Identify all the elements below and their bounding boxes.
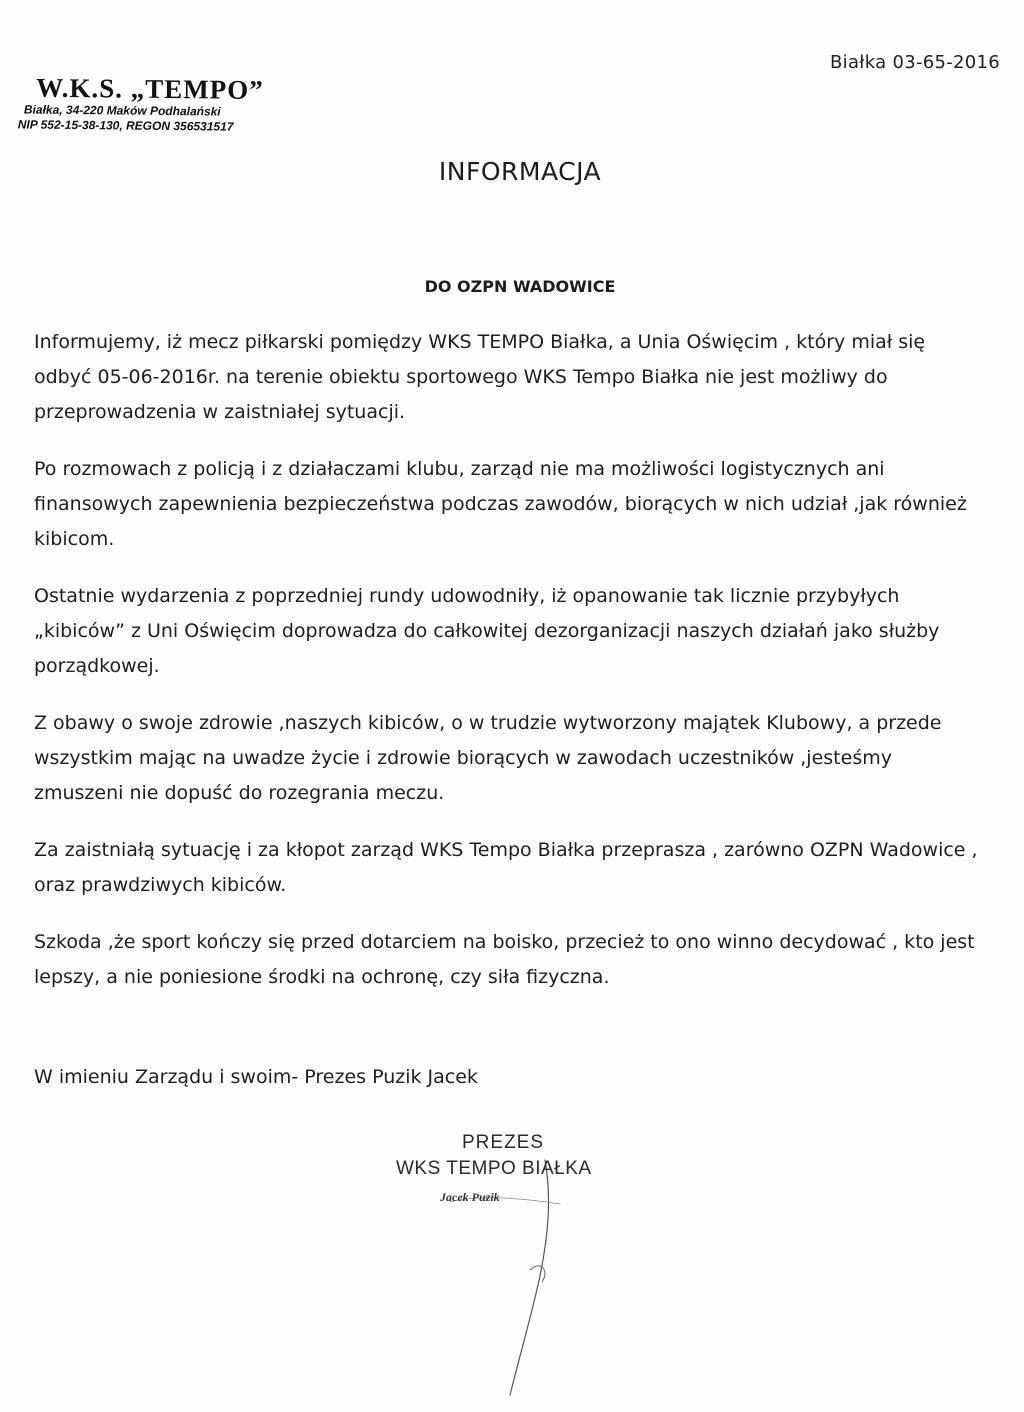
- paragraph: Z obawy o swoje zdrowie ,naszych kibiców, o w trudzie wytworzony majątek Klubowy, a przede wszystkim mając na uwadze życie i zdrowie biorących w zawodach uczestników ,jesteśmy zmuszeni nie dopuść do rozegrania meczu.: [34, 712, 942, 804]
- paragraph: Za zaistniałą sytuację i za kłopot zarząd WKS Tempo Białka przeprasza , zarówno OZPN Wadowice , oraz prawdziwych kibiców.: [34, 839, 978, 896]
- club-stamp: [18, 72, 319, 135]
- signature-block: [370, 1120, 670, 1410]
- paragraph: Informujemy, iż mecz piłkarski pomiędzy WKS TEMPO Białka, a Unia Oświęcim , który miał się odbyć 05-06-2016r. na terenie obiektu sportowego WKS Tempo Białka nie jest możliwy do przeprowadzenia w zaistniałej sytuacji.: [34, 331, 926, 423]
- paragraph: Szkoda ,że sport kończy się przed dotarciem na boisko, przecież to ono winno decydować , kto jest lepszy, a nie poniesione środki na ochronę, czy siła fizyczna.: [34, 931, 975, 988]
- closing-line: W imieniu Zarządu i swoim- Prezes Puzik Jacek: [34, 1066, 478, 1088]
- document-title: INFORMACJA: [438, 157, 602, 186]
- signature-stamp-club: WKS TEMPO BIAŁKA: [396, 1158, 592, 1179]
- club-stamp-ids: NIP 552-15-38-130, REGON 356531517: [17, 117, 234, 134]
- paragraph: Po rozmowach z policją i z działaczami klubu, zarząd nie ma możliwości logistycznych ani finansowych zapewnienia bezpieczeństwa podczas zawodów, biorących w nich udział ,jak również kibicom.: [34, 458, 967, 550]
- addressee: DO OZPN WADOWICE: [424, 277, 616, 296]
- letter-date: Białka 03-65-2016: [830, 52, 1001, 73]
- letter-body: [34, 325, 984, 1017]
- signature-stamp-name: Jacek Puzik: [440, 1190, 500, 1204]
- club-stamp-address: Białka, 34-220 Maków Podhalański: [23, 102, 221, 119]
- club-stamp-name: W.K.S. „TEMPO”: [36, 72, 264, 106]
- signature-stamp-title: PREZES: [462, 1132, 545, 1153]
- paragraph: Ostatnie wydarzenia z poprzedniej rundy udowodniły, iż opanowanie tak licznie przybyłych „kibiców” z Uni Oświęcim doprowadza do całkowitej dezorganizacji naszych działań jako służby porządkowej.: [34, 585, 940, 677]
